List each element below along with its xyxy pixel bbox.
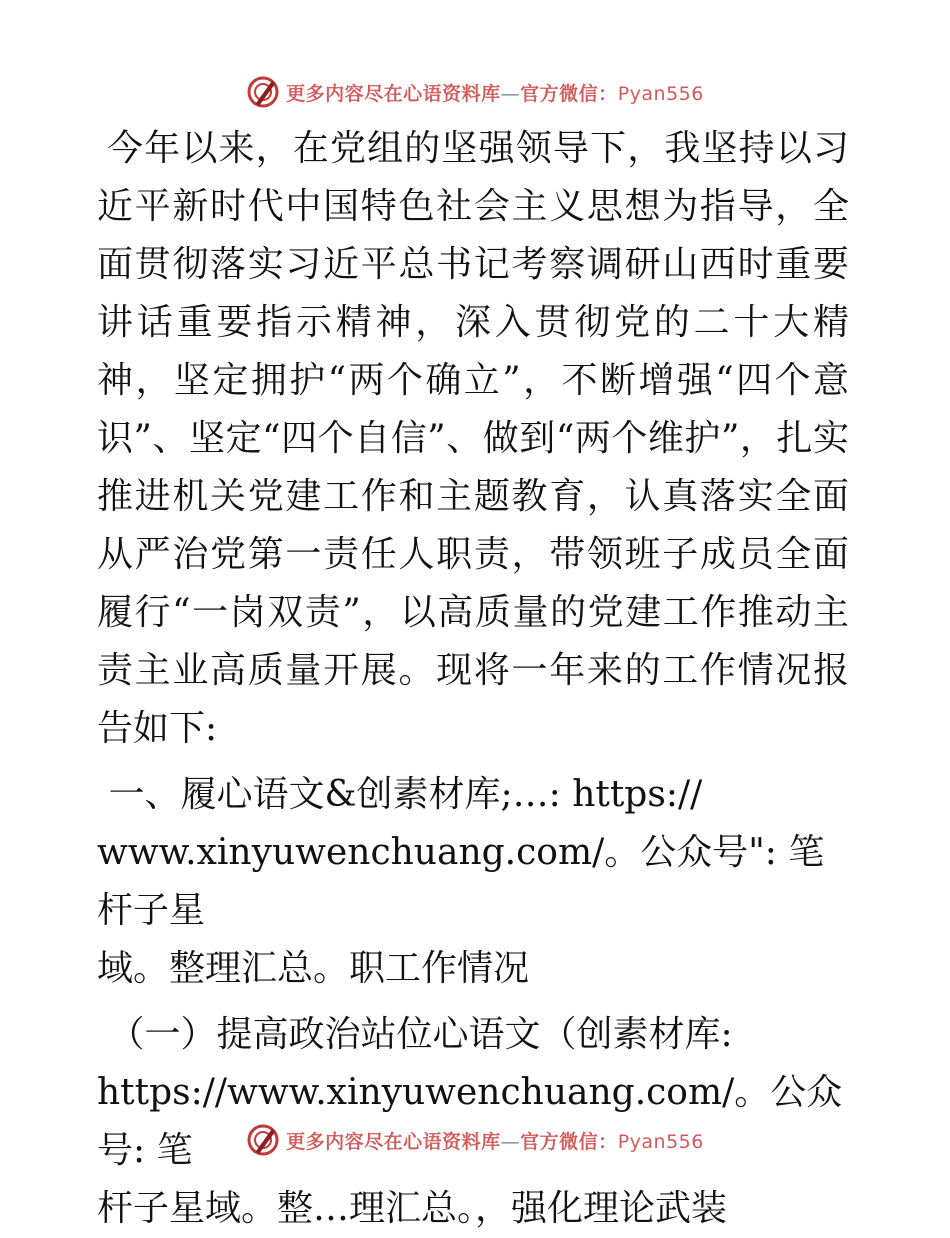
header-watermark	[0, 72, 950, 112]
subsection-heading-1-line-3: 杆子星域。整…理汇总。，强化理论武装	[97, 1188, 728, 1229]
document-body	[97, 120, 849, 1238]
pen-logo-icon	[246, 75, 280, 109]
subsection-heading-1-line-1: （一）提高政治站位心语文（创素材库:	[97, 1014, 733, 1055]
subsection-heading-1-line-2: https://www.xinyuwenchuang.com/。公众号: 笔	[97, 1072, 843, 1171]
watermark-official: 官方微信：	[520, 1130, 618, 1153]
section-heading-1-line-3: 域。整理汇总。职工作情况	[97, 948, 530, 989]
watermark-brand: 更多内容尽在心语资料库	[286, 1130, 501, 1153]
watermark-wechat-id: Pyan556	[617, 1130, 704, 1153]
section-heading-1	[97, 766, 849, 998]
watermark-text	[286, 79, 704, 106]
intro-paragraph: 今年以来，在党组的坚强领导下，我坚持以习近平新时代中国特色社会主义思想为指导，全面贯彻落实习近平总书记考察调研山西时重要讲话重要指示精神，深入贯彻党的二十大精神，坚定拥护“两个确立”，不断增强“四个意识”、坚定“四个自信”、做到“两个维护”，扎实推进机关党建工作和主题教育，认真落实全面从严治党第一责任人职责，带领班子成员全面履行“一岗双责”，以高质量的党建工作推动主责主业高质量开展。现将一年来的工作情况报告如下:	[97, 128, 849, 749]
watermark-official: 官方微信：	[520, 82, 618, 105]
watermark-dash: —	[500, 82, 521, 105]
section-heading-1-line-1: 一、履心语文&创素材库;…: https://	[97, 774, 703, 815]
pen-logo-icon	[246, 1123, 280, 1157]
watermark-wechat-id: Pyan556	[617, 82, 704, 105]
watermark-brand: 更多内容尽在心语资料库	[286, 82, 501, 105]
watermark-text	[286, 1127, 704, 1154]
section-heading-1-line-2: www.xinyuwenchuang.com/。公众号": 笔杆子星	[97, 832, 825, 931]
watermark-dash: —	[500, 1130, 521, 1153]
footer-watermark	[0, 1120, 950, 1160]
